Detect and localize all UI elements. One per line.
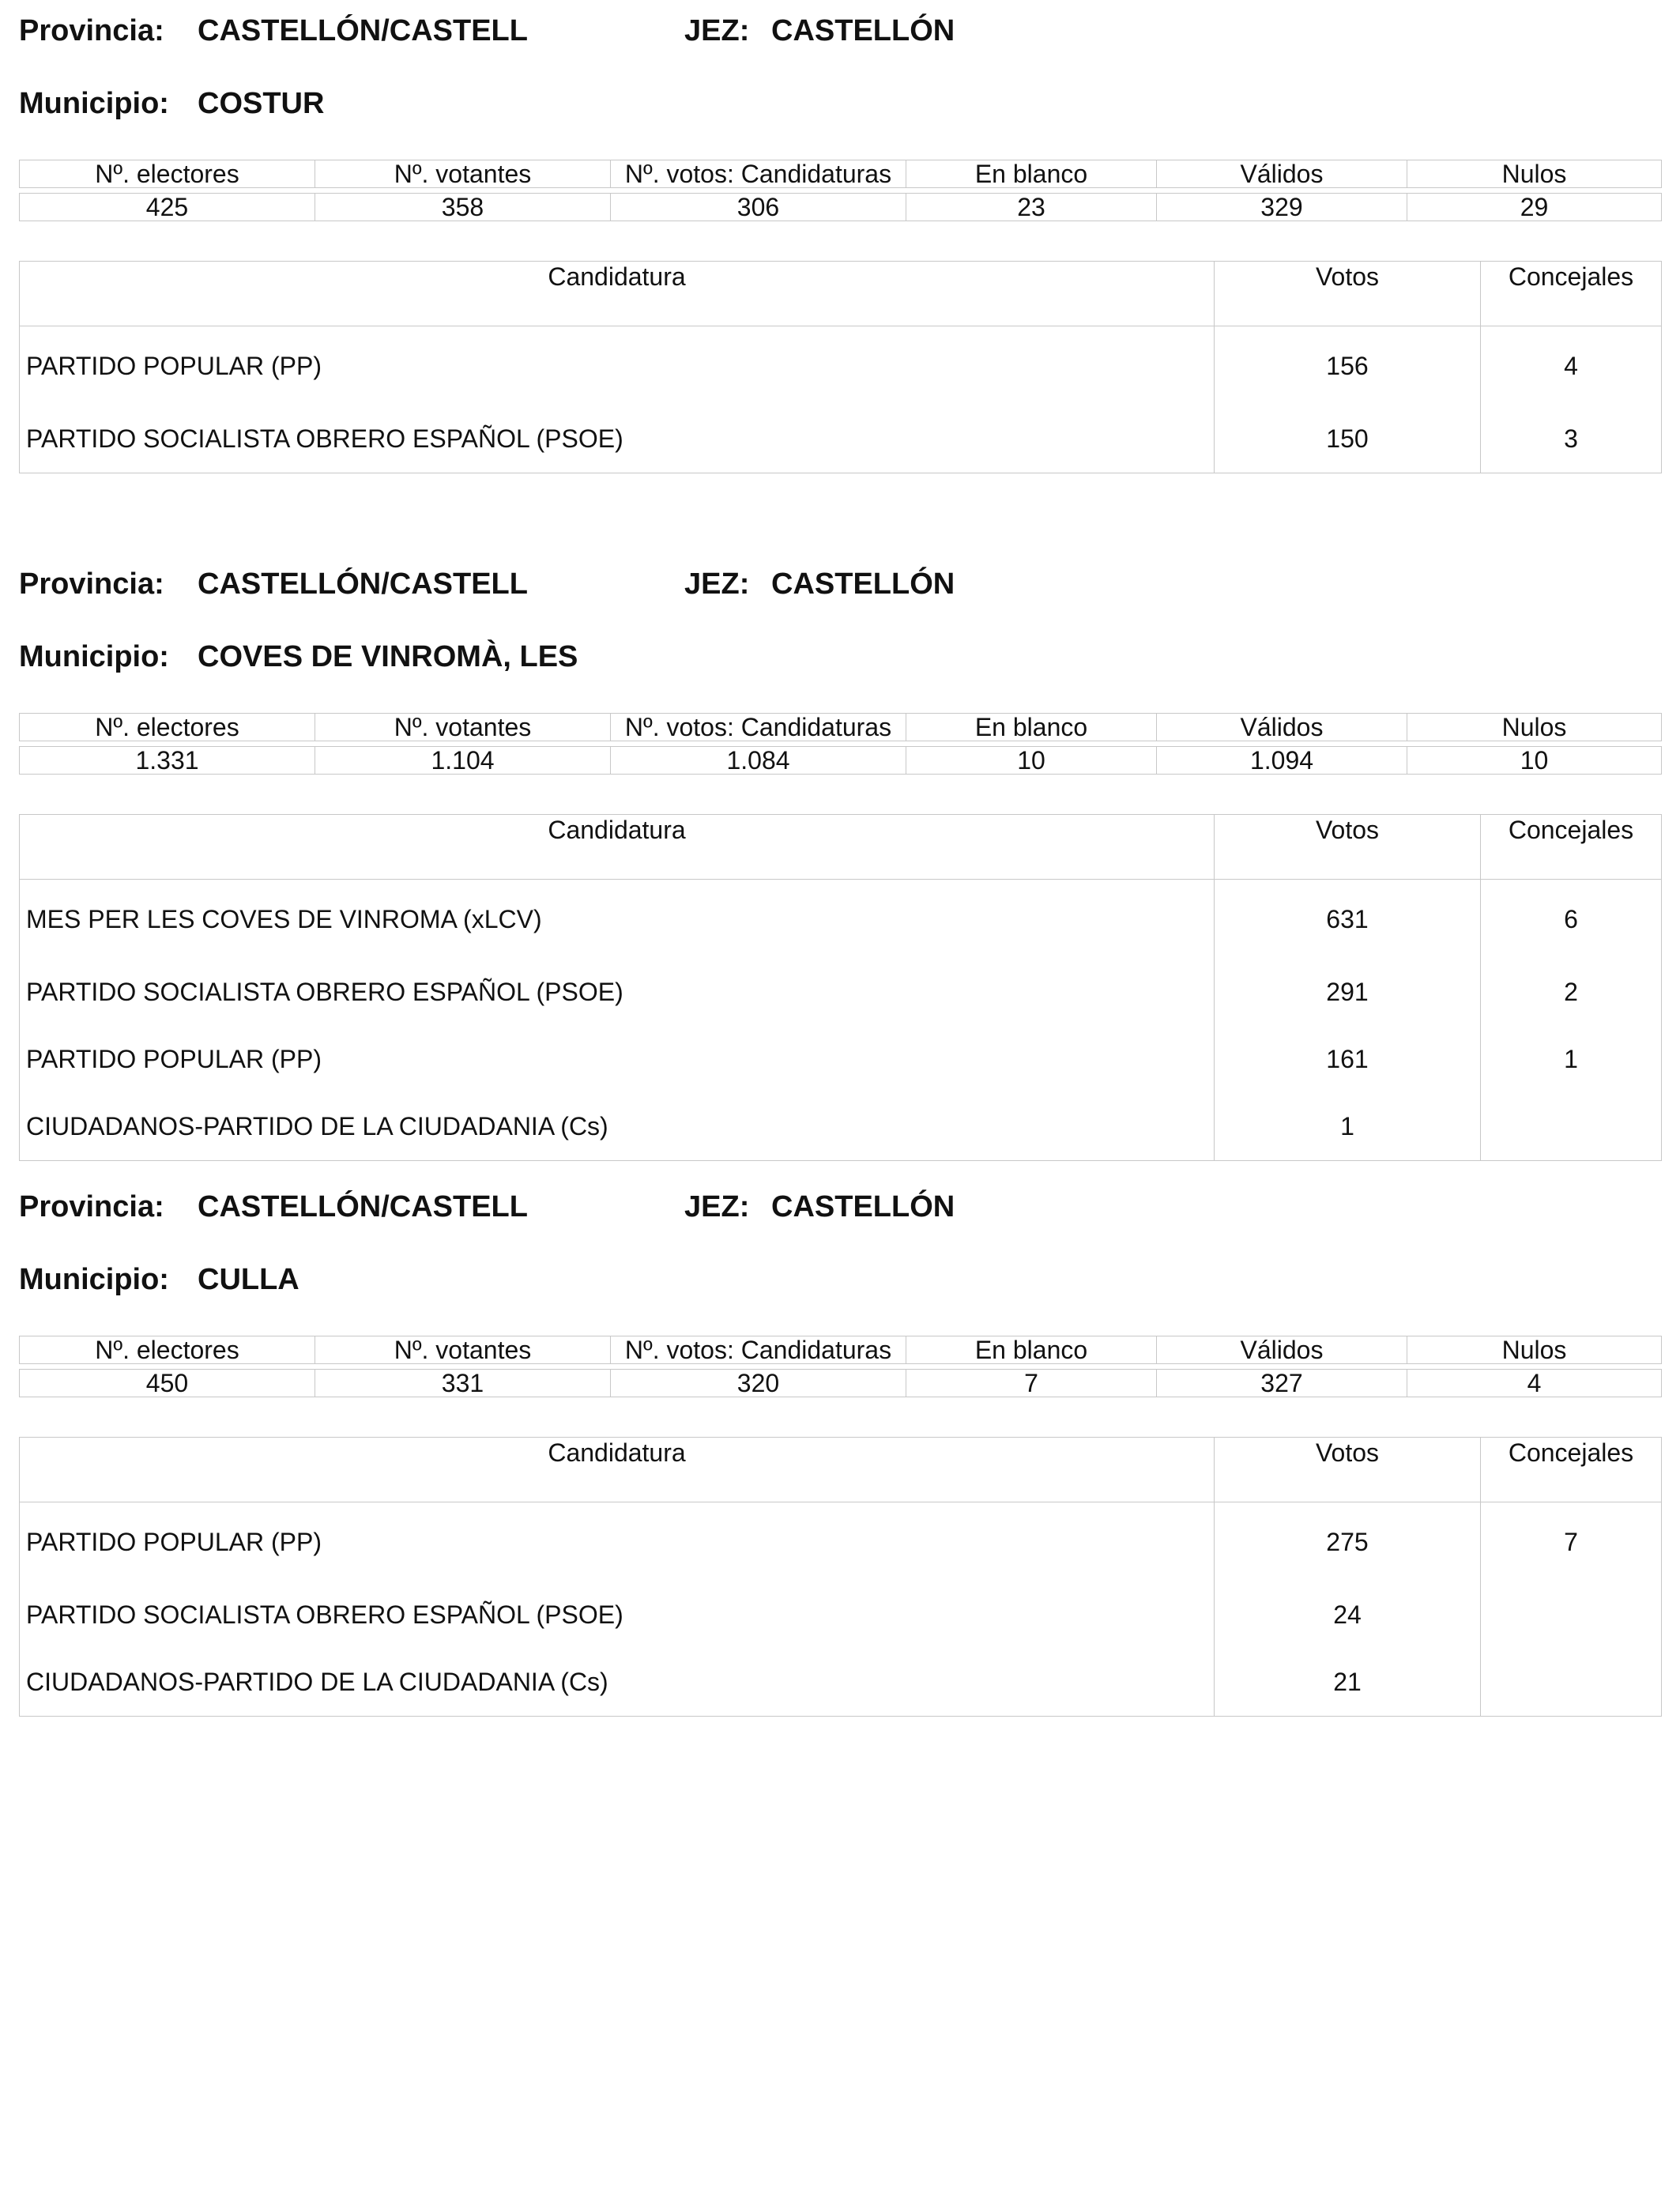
provincia-label: Provincia: [19, 567, 164, 601]
stats-header-votos-candidaturas: Nº. votos: Candidaturas [611, 1336, 906, 1364]
municipality-section-costur [19, 14, 1661, 465]
cand-name: PARTIDO POPULAR (PP) [26, 352, 322, 380]
stats-votantes: 1.104 [315, 747, 611, 775]
stats-votos-candidaturas: 306 [611, 194, 906, 221]
cand-header-row [20, 815, 1662, 880]
municipio-label: Municipio: [19, 1263, 169, 1296]
stats-validos: 1.094 [1157, 747, 1407, 775]
stats-votos-candidaturas: 320 [611, 1370, 906, 1397]
stats-header-row [20, 160, 1662, 188]
cand-votos: 275 [1215, 1502, 1481, 1582]
jez-label: JEZ: [684, 1190, 750, 1223]
cand-concejales: 7 [1481, 1502, 1662, 1582]
cand-name: MES PER LES COVES DE VINROMA (xLCV) [26, 905, 542, 933]
stats-header-validos: Válidos [1157, 714, 1407, 741]
table-row [20, 326, 1662, 406]
province-line [19, 1190, 1661, 1230]
cand-header-concejales: Concejales [1481, 1438, 1662, 1502]
stats-header-nulos: Nulos [1407, 1336, 1662, 1364]
stats-header-nulos: Nulos [1407, 714, 1662, 741]
cand-header-candidatura: Candidatura [20, 815, 1215, 880]
cand-name: PARTIDO SOCIALISTA OBRERO ESPAÑOL (PSOE) [26, 1600, 623, 1629]
stats-header-votos-candidaturas: Nº. votos: Candidaturas [611, 714, 906, 741]
stats-header-votos-candidaturas: Nº. votos: Candidaturas [611, 160, 906, 188]
stats-nulos: 10 [1407, 747, 1662, 775]
candidaturas-table [19, 1437, 1662, 1717]
stats-votos-candidaturas: 1.084 [611, 747, 906, 775]
cand-header-votos: Votos [1215, 262, 1481, 326]
candidaturas-table [19, 814, 1662, 1161]
municipality-section-culla [19, 1190, 1661, 1728]
table-row [20, 959, 1662, 1026]
municipio-line [19, 640, 1661, 680]
cand-concejales [1481, 1093, 1662, 1161]
cand-votos: 161 [1215, 1026, 1481, 1093]
jez-value: CASTELLÓN [771, 1190, 955, 1223]
cand-name: PARTIDO SOCIALISTA OBRERO ESPAÑOL (PSOE) [26, 978, 623, 1006]
cand-header-votos: Votos [1215, 815, 1481, 880]
cand-votos: 631 [1215, 880, 1481, 959]
table-row [20, 1026, 1662, 1093]
cand-votos: 21 [1215, 1649, 1481, 1717]
cand-header-candidatura: Candidatura [20, 1438, 1215, 1502]
provincia-value: CASTELLÓN/CASTELL [198, 1190, 528, 1223]
municipality-section-coves-de-vinroma [19, 567, 1661, 1152]
cand-header-row [20, 262, 1662, 326]
table-row [20, 1581, 1662, 1649]
stats-electores: 425 [20, 194, 315, 221]
candidaturas-table [19, 261, 1662, 473]
jez-label: JEZ: [684, 14, 750, 47]
provincia-label: Provincia: [19, 14, 164, 47]
provincia-label: Provincia: [19, 1190, 164, 1223]
stats-header-electores: Nº. electores [20, 160, 315, 188]
cand-votos: 291 [1215, 959, 1481, 1026]
cand-votos: 150 [1215, 405, 1481, 473]
stats-votantes: 331 [315, 1370, 611, 1397]
stats-nulos: 29 [1407, 194, 1662, 221]
stats-header-electores: Nº. electores [20, 1336, 315, 1364]
jez-value: CASTELLÓN [771, 567, 955, 601]
cand-name: CIUDADANOS-PARTIDO DE LA CIUDADANIA (Cs) [26, 1668, 608, 1696]
jez-value: CASTELLÓN [771, 14, 955, 47]
cand-concejales: 4 [1481, 326, 1662, 406]
stats-header-votantes: Nº. votantes [315, 1336, 611, 1364]
stats-table [19, 1336, 1662, 1397]
provincia-value: CASTELLÓN/CASTELL [198, 14, 528, 47]
cand-header-candidatura: Candidatura [20, 262, 1215, 326]
table-row [20, 880, 1662, 959]
stats-validos: 327 [1157, 1370, 1407, 1397]
stats-header-row [20, 1336, 1662, 1364]
stats-electores: 450 [20, 1370, 315, 1397]
province-line [19, 567, 1661, 607]
table-row [20, 1502, 1662, 1582]
stats-header-en-blanco: En blanco [906, 1336, 1157, 1364]
stats-header-row [20, 714, 1662, 741]
cand-votos: 24 [1215, 1581, 1481, 1649]
stats-header-votantes: Nº. votantes [315, 714, 611, 741]
stats-header-validos: Válidos [1157, 160, 1407, 188]
cand-header-row [20, 1438, 1662, 1502]
cand-name: PARTIDO POPULAR (PP) [26, 1528, 322, 1556]
table-row [20, 1093, 1662, 1161]
municipio-label: Municipio: [19, 87, 169, 120]
stats-header-validos: Válidos [1157, 1336, 1407, 1364]
stats-value-row [20, 747, 1662, 775]
stats-nulos: 4 [1407, 1370, 1662, 1397]
cand-votos: 156 [1215, 326, 1481, 406]
municipio-line [19, 87, 1661, 126]
stats-header-nulos: Nulos [1407, 160, 1662, 188]
municipio-value: COSTUR [198, 87, 325, 120]
cand-votos: 1 [1215, 1093, 1481, 1161]
municipio-label: Municipio: [19, 640, 169, 673]
stats-en-blanco: 10 [906, 747, 1157, 775]
cand-name: CIUDADANOS-PARTIDO DE LA CIUDADANIA (Cs) [26, 1112, 608, 1140]
stats-votantes: 358 [315, 194, 611, 221]
provincia-value: CASTELLÓN/CASTELL [198, 567, 528, 601]
table-row [20, 405, 1662, 473]
cand-concejales: 2 [1481, 959, 1662, 1026]
cand-concejales: 6 [1481, 880, 1662, 959]
stats-header-en-blanco: En blanco [906, 714, 1157, 741]
municipio-line [19, 1263, 1661, 1302]
stats-table [19, 713, 1662, 775]
cand-header-concejales: Concejales [1481, 262, 1662, 326]
municipio-value: COVES DE VINROMÀ, LES [198, 640, 578, 673]
stats-validos: 329 [1157, 194, 1407, 221]
stats-en-blanco: 23 [906, 194, 1157, 221]
cand-name: PARTIDO POPULAR (PP) [26, 1045, 322, 1073]
cand-concejales [1481, 1649, 1662, 1717]
jez-label: JEZ: [684, 567, 750, 601]
stats-header-en-blanco: En blanco [906, 160, 1157, 188]
cand-concejales: 1 [1481, 1026, 1662, 1093]
cand-concejales [1481, 1581, 1662, 1649]
province-line [19, 14, 1661, 54]
cand-header-votos: Votos [1215, 1438, 1481, 1502]
stats-header-electores: Nº. electores [20, 714, 315, 741]
stats-header-votantes: Nº. votantes [315, 160, 611, 188]
stats-table [19, 160, 1662, 221]
table-row [20, 1649, 1662, 1717]
stats-value-row [20, 1370, 1662, 1397]
cand-header-concejales: Concejales [1481, 815, 1662, 880]
cand-name: PARTIDO SOCIALISTA OBRERO ESPAÑOL (PSOE) [26, 424, 623, 453]
stats-en-blanco: 7 [906, 1370, 1157, 1397]
stats-value-row [20, 194, 1662, 221]
municipio-value: CULLA [198, 1263, 299, 1296]
stats-electores: 1.331 [20, 747, 315, 775]
cand-concejales: 3 [1481, 405, 1662, 473]
